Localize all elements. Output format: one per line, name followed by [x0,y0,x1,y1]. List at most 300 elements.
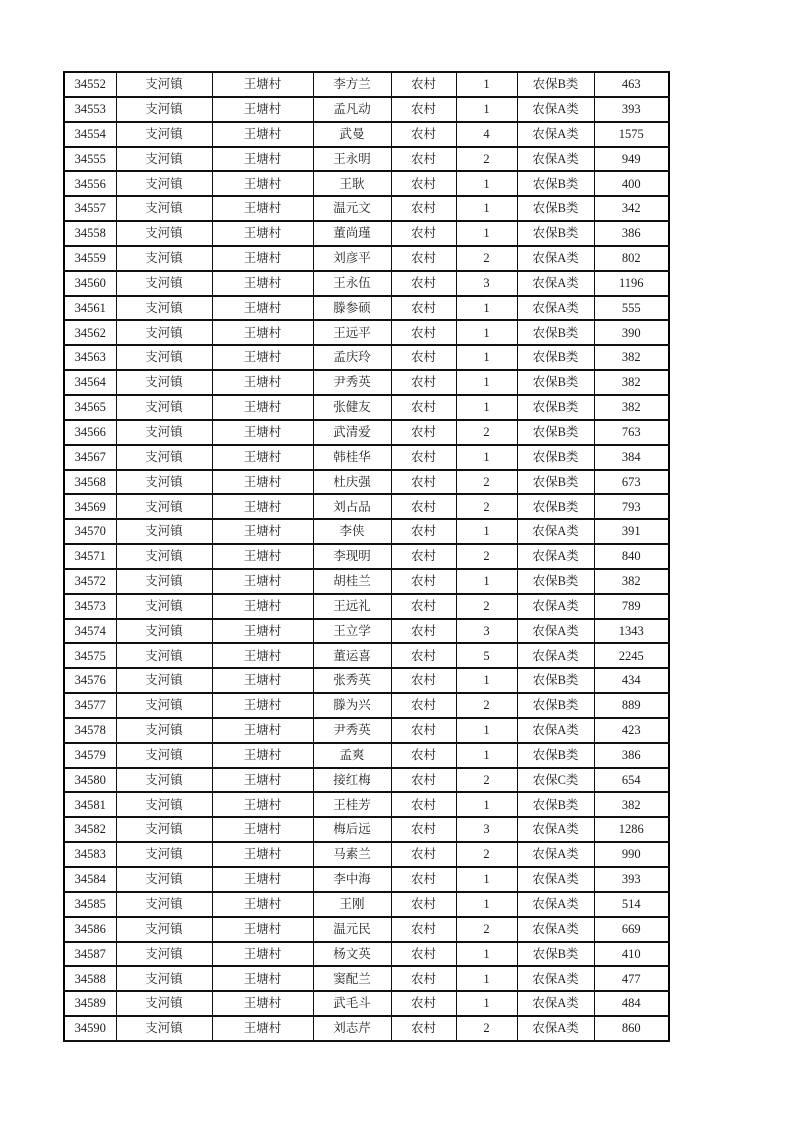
town-cell: 支河镇 [116,643,212,668]
residence-type-cell: 农村 [391,122,456,147]
village-cell: 王塘村 [212,445,313,470]
amount-cell: 477 [594,966,669,991]
person-name-cell: 温元民 [313,917,391,942]
amount-cell: 860 [594,1016,669,1041]
amount-cell: 390 [594,320,669,345]
amount-cell: 654 [594,768,669,793]
person-count-cell: 1 [456,718,517,743]
residence-type-cell: 农村 [391,544,456,569]
amount-cell: 384 [594,445,669,470]
serial-number-cell: 34572 [64,569,116,594]
village-cell: 王塘村 [212,519,313,544]
person-count-cell: 1 [456,196,517,221]
village-cell: 王塘村 [212,72,313,97]
village-cell: 王塘村 [212,917,313,942]
village-cell: 王塘村 [212,668,313,693]
insurance-category-cell: 农保B类 [517,494,594,519]
person-count-cell: 1 [456,892,517,917]
person-count-cell: 2 [456,470,517,495]
serial-number-cell: 34589 [64,991,116,1016]
person-count-cell: 4 [456,122,517,147]
person-name-cell: 杨文英 [313,942,391,967]
person-name-cell: 王桂芳 [313,792,391,817]
table-row [64,296,669,321]
person-name-cell: 张健友 [313,395,391,420]
village-cell: 王塘村 [212,966,313,991]
village-cell: 王塘村 [212,942,313,967]
person-name-cell: 孟庆玲 [313,345,391,370]
town-cell: 支河镇 [116,768,212,793]
table-row [64,395,669,420]
table-row [64,643,669,668]
amount-cell: 393 [594,97,669,122]
table-row [64,842,669,867]
insurance-category-cell: 农保A类 [517,643,594,668]
town-cell: 支河镇 [116,470,212,495]
insurance-category-cell: 农保A类 [517,147,594,172]
table-row [64,942,669,967]
person-name-cell: 马素兰 [313,842,391,867]
village-cell: 王塘村 [212,842,313,867]
table-row [64,370,669,395]
insurance-category-cell: 农保A类 [517,122,594,147]
insurance-category-cell: 农保A类 [517,619,594,644]
insurance-category-cell: 农保B类 [517,942,594,967]
amount-cell: 889 [594,693,669,718]
serial-number-cell: 34583 [64,842,116,867]
insurance-category-cell: 农保A类 [517,867,594,892]
serial-number-cell: 34587 [64,942,116,967]
residence-type-cell: 农村 [391,966,456,991]
residence-type-cell: 农村 [391,594,456,619]
person-name-cell: 王永伍 [313,271,391,296]
insurance-category-cell: 农保A类 [517,718,594,743]
village-cell: 王塘村 [212,246,313,271]
residence-type-cell: 农村 [391,445,456,470]
table-row [64,320,669,345]
amount-cell: 386 [594,743,669,768]
amount-cell: 840 [594,544,669,569]
person-count-cell: 1 [456,395,517,420]
serial-number-cell: 34585 [64,892,116,917]
insurance-category-cell: 农保B类 [517,668,594,693]
town-cell: 支河镇 [116,221,212,246]
town-cell: 支河镇 [116,817,212,842]
person-name-cell: 杜庆强 [313,470,391,495]
table-row [64,668,669,693]
table-row [64,569,669,594]
village-cell: 王塘村 [212,743,313,768]
amount-cell: 793 [594,494,669,519]
residence-type-cell: 农村 [391,147,456,172]
village-cell: 王塘村 [212,643,313,668]
table-row [64,470,669,495]
person-name-cell: 王耿 [313,171,391,196]
village-cell: 王塘村 [212,345,313,370]
insurance-category-cell: 农保A类 [517,519,594,544]
insurance-category-cell: 农保B类 [517,196,594,221]
person-count-cell: 1 [456,792,517,817]
table-row [64,122,669,147]
person-count-cell: 5 [456,643,517,668]
village-cell: 王塘村 [212,619,313,644]
person-count-cell: 2 [456,842,517,867]
town-cell: 支河镇 [116,991,212,1016]
residence-type-cell: 农村 [391,1016,456,1041]
table-row [64,991,669,1016]
amount-cell: 1343 [594,619,669,644]
person-name-cell: 尹秀英 [313,370,391,395]
person-count-cell: 1 [456,445,517,470]
insurance-category-cell: 农保A类 [517,97,594,122]
amount-cell: 1575 [594,122,669,147]
table-row [64,196,669,221]
insurance-category-cell: 农保B类 [517,445,594,470]
residence-type-cell: 农村 [391,569,456,594]
village-cell: 王塘村 [212,171,313,196]
insurance-category-cell: 农保B类 [517,792,594,817]
table-row [64,718,669,743]
table-row [64,867,669,892]
insurance-category-cell: 农保B类 [517,743,594,768]
person-count-cell: 1 [456,942,517,967]
table-row [64,1016,669,1041]
residence-type-cell: 农村 [391,420,456,445]
amount-cell: 434 [594,668,669,693]
residence-type-cell: 农村 [391,817,456,842]
village-cell: 王塘村 [212,569,313,594]
person-name-cell: 滕为兴 [313,693,391,718]
village-cell: 王塘村 [212,470,313,495]
town-cell: 支河镇 [116,892,212,917]
residence-type-cell: 农村 [391,842,456,867]
table-row [64,72,669,97]
table-row [64,345,669,370]
insurance-category-cell: 农保A类 [517,544,594,569]
person-count-cell: 2 [456,917,517,942]
serial-number-cell: 34555 [64,147,116,172]
table-row [64,445,669,470]
town-cell: 支河镇 [116,569,212,594]
person-count-cell: 1 [456,345,517,370]
insurance-category-cell: 农保A类 [517,1016,594,1041]
person-name-cell: 刘占品 [313,494,391,519]
residence-type-cell: 农村 [391,718,456,743]
table-row [64,171,669,196]
insurance-category-cell: 农保A类 [517,892,594,917]
insurance-category-cell: 农保A类 [517,246,594,271]
table-row [64,743,669,768]
person-count-cell: 1 [456,519,517,544]
residence-type-cell: 农村 [391,296,456,321]
village-cell: 王塘村 [212,370,313,395]
serial-number-cell: 34569 [64,494,116,519]
serial-number-cell: 34554 [64,122,116,147]
person-name-cell: 王刚 [313,892,391,917]
amount-cell: 423 [594,718,669,743]
person-name-cell: 王远礼 [313,594,391,619]
village-cell: 王塘村 [212,544,313,569]
residence-type-cell: 农村 [391,917,456,942]
table-row [64,271,669,296]
person-name-cell: 张秀英 [313,668,391,693]
amount-cell: 2245 [594,643,669,668]
serial-number-cell: 34552 [64,72,116,97]
town-cell: 支河镇 [116,271,212,296]
person-name-cell: 董运喜 [313,643,391,668]
village-cell: 王塘村 [212,221,313,246]
serial-number-cell: 34571 [64,544,116,569]
residence-type-cell: 农村 [391,643,456,668]
serial-number-cell: 34590 [64,1016,116,1041]
residence-type-cell: 农村 [391,171,456,196]
serial-number-cell: 34558 [64,221,116,246]
person-name-cell: 王远平 [313,320,391,345]
residence-type-cell: 农村 [391,494,456,519]
person-name-cell: 孟爽 [313,743,391,768]
person-name-cell: 滕参硕 [313,296,391,321]
serial-number-cell: 34588 [64,966,116,991]
person-count-cell: 1 [456,668,517,693]
residence-type-cell: 农村 [391,867,456,892]
residence-type-cell: 农村 [391,792,456,817]
person-name-cell: 李方兰 [313,72,391,97]
person-count-cell: 1 [456,72,517,97]
village-cell: 王塘村 [212,1016,313,1041]
serial-number-cell: 34568 [64,470,116,495]
amount-cell: 391 [594,519,669,544]
table-row [64,494,669,519]
residence-type-cell: 农村 [391,470,456,495]
residence-type-cell: 农村 [391,942,456,967]
village-cell: 王塘村 [212,494,313,519]
insurance-category-cell: 农保A类 [517,296,594,321]
serial-number-cell: 34575 [64,643,116,668]
insurance-category-cell: 农保A类 [517,842,594,867]
town-cell: 支河镇 [116,668,212,693]
town-cell: 支河镇 [116,147,212,172]
person-name-cell: 武曼 [313,122,391,147]
person-count-cell: 2 [456,420,517,445]
serial-number-cell: 34556 [64,171,116,196]
serial-number-cell: 34563 [64,345,116,370]
person-count-cell: 3 [456,619,517,644]
amount-cell: 484 [594,991,669,1016]
serial-number-cell: 34576 [64,668,116,693]
person-name-cell: 李中海 [313,867,391,892]
residence-type-cell: 农村 [391,196,456,221]
table-row [64,917,669,942]
person-name-cell: 窦配兰 [313,966,391,991]
insurance-category-cell: 农保A类 [517,917,594,942]
insurance-category-cell: 农保A类 [517,817,594,842]
town-cell: 支河镇 [116,171,212,196]
person-count-cell: 2 [456,147,517,172]
table-row [64,768,669,793]
residence-type-cell: 农村 [391,619,456,644]
person-count-cell: 1 [456,320,517,345]
insurance-category-cell: 农保B类 [517,72,594,97]
table-row [64,97,669,122]
serial-number-cell: 34577 [64,693,116,718]
table-row [64,619,669,644]
person-name-cell: 接红梅 [313,768,391,793]
table-row [64,892,669,917]
village-cell: 王塘村 [212,122,313,147]
amount-cell: 386 [594,221,669,246]
amount-cell: 802 [594,246,669,271]
serial-number-cell: 34586 [64,917,116,942]
table-row [64,693,669,718]
table-row [64,147,669,172]
town-cell: 支河镇 [116,345,212,370]
village-cell: 王塘村 [212,147,313,172]
serial-number-cell: 34584 [64,867,116,892]
table-row [64,519,669,544]
amount-cell: 382 [594,569,669,594]
amount-cell: 342 [594,196,669,221]
insurance-category-cell: 农保B类 [517,693,594,718]
town-cell: 支河镇 [116,395,212,420]
town-cell: 支河镇 [116,420,212,445]
person-count-cell: 3 [456,817,517,842]
residence-type-cell: 农村 [391,221,456,246]
town-cell: 支河镇 [116,718,212,743]
serial-number-cell: 34573 [64,594,116,619]
serial-number-cell: 34553 [64,97,116,122]
town-cell: 支河镇 [116,370,212,395]
residence-type-cell: 农村 [391,768,456,793]
table-row [64,792,669,817]
person-name-cell: 温元文 [313,196,391,221]
insurance-category-cell: 农保C类 [517,768,594,793]
person-count-cell: 1 [456,966,517,991]
person-name-cell: 梅后远 [313,817,391,842]
insurance-category-cell: 农保A类 [517,271,594,296]
person-count-cell: 1 [456,171,517,196]
town-cell: 支河镇 [116,320,212,345]
person-name-cell: 刘志芹 [313,1016,391,1041]
person-name-cell: 韩桂华 [313,445,391,470]
town-cell: 支河镇 [116,519,212,544]
residence-type-cell: 农村 [391,668,456,693]
serial-number-cell: 34561 [64,296,116,321]
insurance-category-cell: 农保B类 [517,171,594,196]
person-name-cell: 尹秀英 [313,718,391,743]
amount-cell: 669 [594,917,669,942]
insurance-category-cell: 农保B类 [517,569,594,594]
residence-type-cell: 农村 [391,271,456,296]
table-row [64,817,669,842]
town-cell: 支河镇 [116,792,212,817]
person-name-cell: 孟凡动 [313,97,391,122]
serial-number-cell: 34557 [64,196,116,221]
serial-number-cell: 34560 [64,271,116,296]
amount-cell: 382 [594,792,669,817]
residence-type-cell: 农村 [391,693,456,718]
person-count-cell: 2 [456,544,517,569]
village-cell: 王塘村 [212,718,313,743]
village-cell: 王塘村 [212,97,313,122]
town-cell: 支河镇 [116,1016,212,1041]
town-cell: 支河镇 [116,942,212,967]
table-body [64,72,669,1041]
serial-number-cell: 34578 [64,718,116,743]
insurance-category-cell: 农保B类 [517,420,594,445]
residence-type-cell: 农村 [391,246,456,271]
person-name-cell: 刘彦平 [313,246,391,271]
insurance-category-cell: 农保A类 [517,594,594,619]
person-name-cell: 董尚瑾 [313,221,391,246]
residence-type-cell: 农村 [391,395,456,420]
residence-type-cell: 农村 [391,345,456,370]
person-count-cell: 1 [456,221,517,246]
amount-cell: 393 [594,867,669,892]
residence-type-cell: 农村 [391,991,456,1016]
amount-cell: 463 [594,72,669,97]
village-cell: 王塘村 [212,196,313,221]
table-row [64,246,669,271]
serial-number-cell: 34579 [64,743,116,768]
table-row [64,221,669,246]
person-name-cell: 李侠 [313,519,391,544]
person-count-cell: 1 [456,97,517,122]
serial-number-cell: 34564 [64,370,116,395]
town-cell: 支河镇 [116,72,212,97]
amount-cell: 1196 [594,271,669,296]
serial-number-cell: 34570 [64,519,116,544]
insurance-category-cell: 农保B类 [517,345,594,370]
residence-type-cell: 农村 [391,370,456,395]
subsidy-table [63,71,670,1042]
person-count-cell: 2 [456,1016,517,1041]
residence-type-cell: 农村 [391,72,456,97]
village-cell: 王塘村 [212,320,313,345]
amount-cell: 382 [594,395,669,420]
serial-number-cell: 34565 [64,395,116,420]
residence-type-cell: 农村 [391,519,456,544]
amount-cell: 410 [594,942,669,967]
residence-type-cell: 农村 [391,97,456,122]
residence-type-cell: 农村 [391,320,456,345]
person-count-cell: 2 [456,494,517,519]
amount-cell: 673 [594,470,669,495]
town-cell: 支河镇 [116,196,212,221]
insurance-category-cell: 农保A类 [517,991,594,1016]
village-cell: 王塘村 [212,395,313,420]
village-cell: 王塘村 [212,892,313,917]
village-cell: 王塘村 [212,792,313,817]
insurance-category-cell: 农保B类 [517,320,594,345]
amount-cell: 763 [594,420,669,445]
residence-type-cell: 农村 [391,892,456,917]
person-count-cell: 3 [456,271,517,296]
amount-cell: 514 [594,892,669,917]
amount-cell: 789 [594,594,669,619]
amount-cell: 400 [594,171,669,196]
person-count-cell: 1 [456,569,517,594]
amount-cell: 555 [594,296,669,321]
insurance-category-cell: 农保B类 [517,221,594,246]
person-name-cell: 武毛斗 [313,991,391,1016]
town-cell: 支河镇 [116,917,212,942]
person-name-cell: 王立学 [313,619,391,644]
insurance-category-cell: 农保B类 [517,370,594,395]
town-cell: 支河镇 [116,619,212,644]
village-cell: 王塘村 [212,991,313,1016]
amount-cell: 990 [594,842,669,867]
town-cell: 支河镇 [116,296,212,321]
